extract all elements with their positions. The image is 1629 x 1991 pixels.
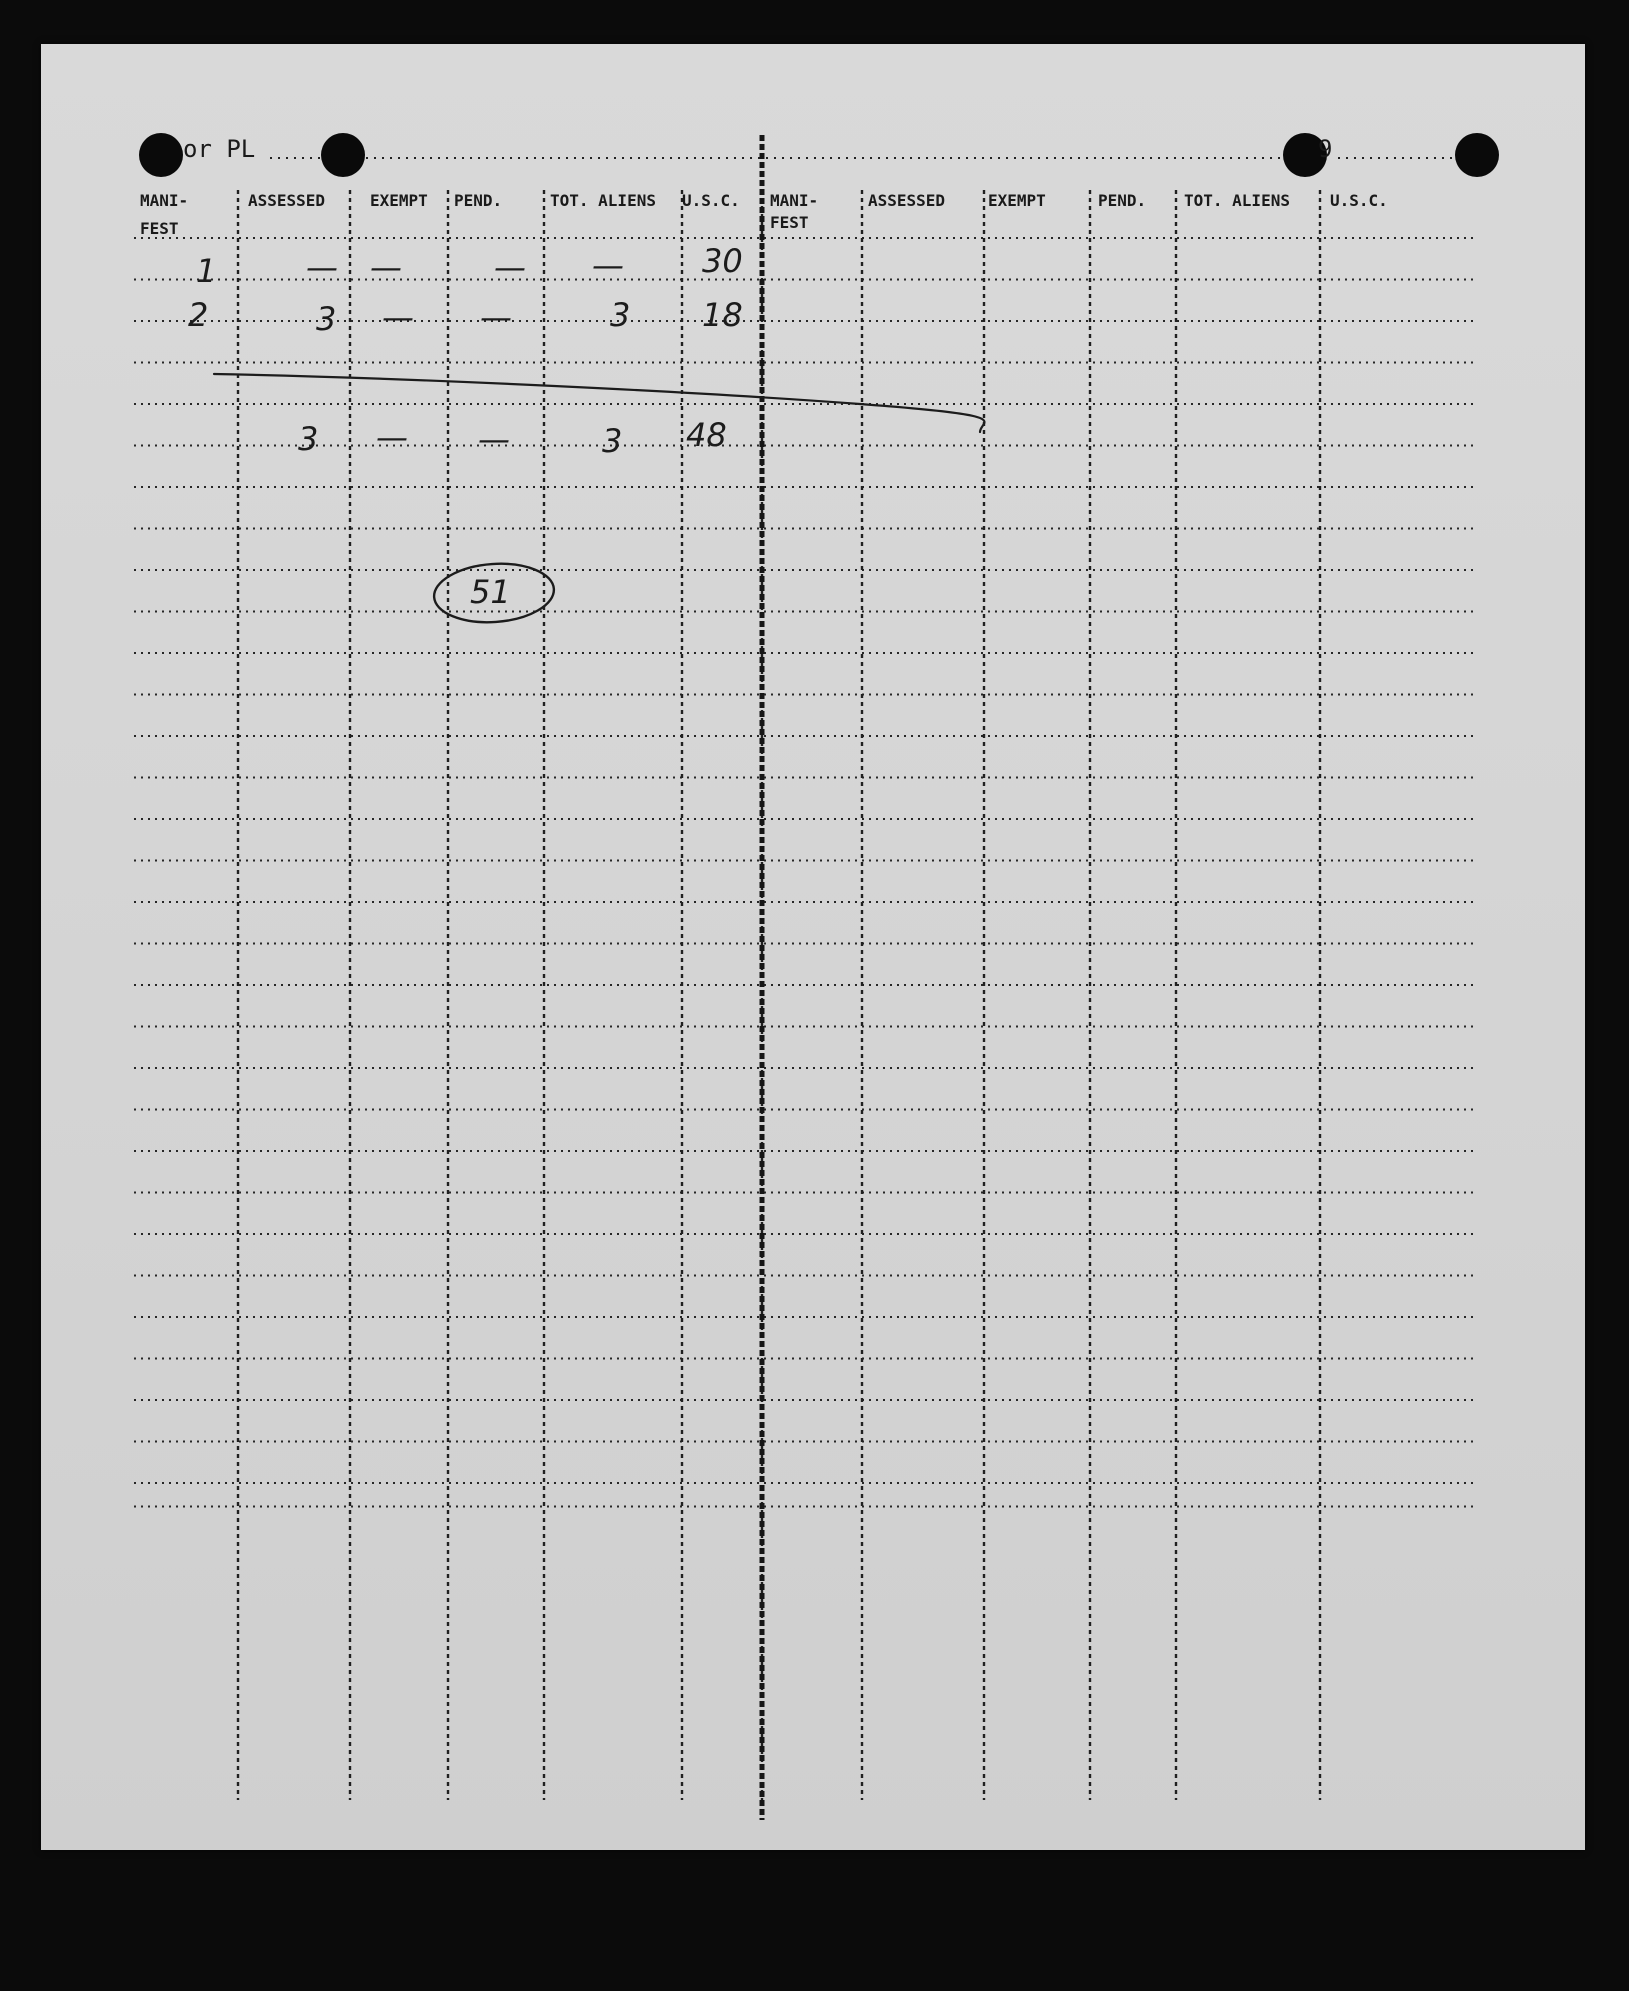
cell-assessed: — (306, 248, 338, 286)
total-usc: 48 (686, 416, 727, 454)
total-assessed: 3 (298, 420, 319, 458)
cell-tot-aliens: — (592, 246, 624, 284)
header-tot-aliens: TOT. ALIENS (550, 191, 656, 210)
header-pend: PEND. (1098, 191, 1147, 210)
form-grid (134, 135, 1474, 1820)
form-title-prefix: or PL (183, 135, 256, 163)
form-header-fragment: 9 (1318, 135, 1333, 163)
header-exempt: EXEMPT (370, 191, 428, 210)
header-assessed: ASSESSED (248, 191, 326, 210)
punch-hole-icon (1455, 133, 1499, 177)
cell-exempt: — (382, 298, 414, 336)
cell-manifest: 1 (196, 252, 217, 290)
total-exempt: — (376, 418, 408, 456)
total-underline (214, 374, 984, 432)
header-manifest: FEST (140, 219, 179, 238)
header-assessed: ASSESSED (868, 191, 946, 210)
header-usc: U.S.C. (682, 191, 740, 210)
header-exempt: EXEMPT (988, 191, 1046, 210)
cell-pend: — (494, 248, 526, 286)
punch-hole-icon (321, 133, 365, 177)
header-tot-aliens: TOT. ALIENS (1184, 191, 1290, 210)
punch-hole-icon (139, 133, 183, 177)
cell-usc: 18 (702, 296, 743, 334)
header-manifest: MANI- (770, 191, 819, 210)
cell-manifest: 2 (188, 296, 209, 334)
cell-assessed: 3 (316, 300, 337, 338)
total-tot-aliens: 3 (602, 422, 623, 460)
header-manifest: FEST (770, 213, 809, 232)
total-pend: — (478, 420, 510, 458)
header-pend: PEND. (454, 191, 503, 210)
header-manifest: MANI- (140, 191, 189, 210)
cell-tot-aliens: 3 (610, 296, 631, 334)
grand-total: 51 (470, 573, 511, 611)
cell-pend: — (480, 298, 512, 336)
cell-exempt: — (370, 248, 402, 286)
header-usc: U.S.C. (1330, 191, 1388, 210)
cell-usc: 30 (702, 242, 743, 280)
